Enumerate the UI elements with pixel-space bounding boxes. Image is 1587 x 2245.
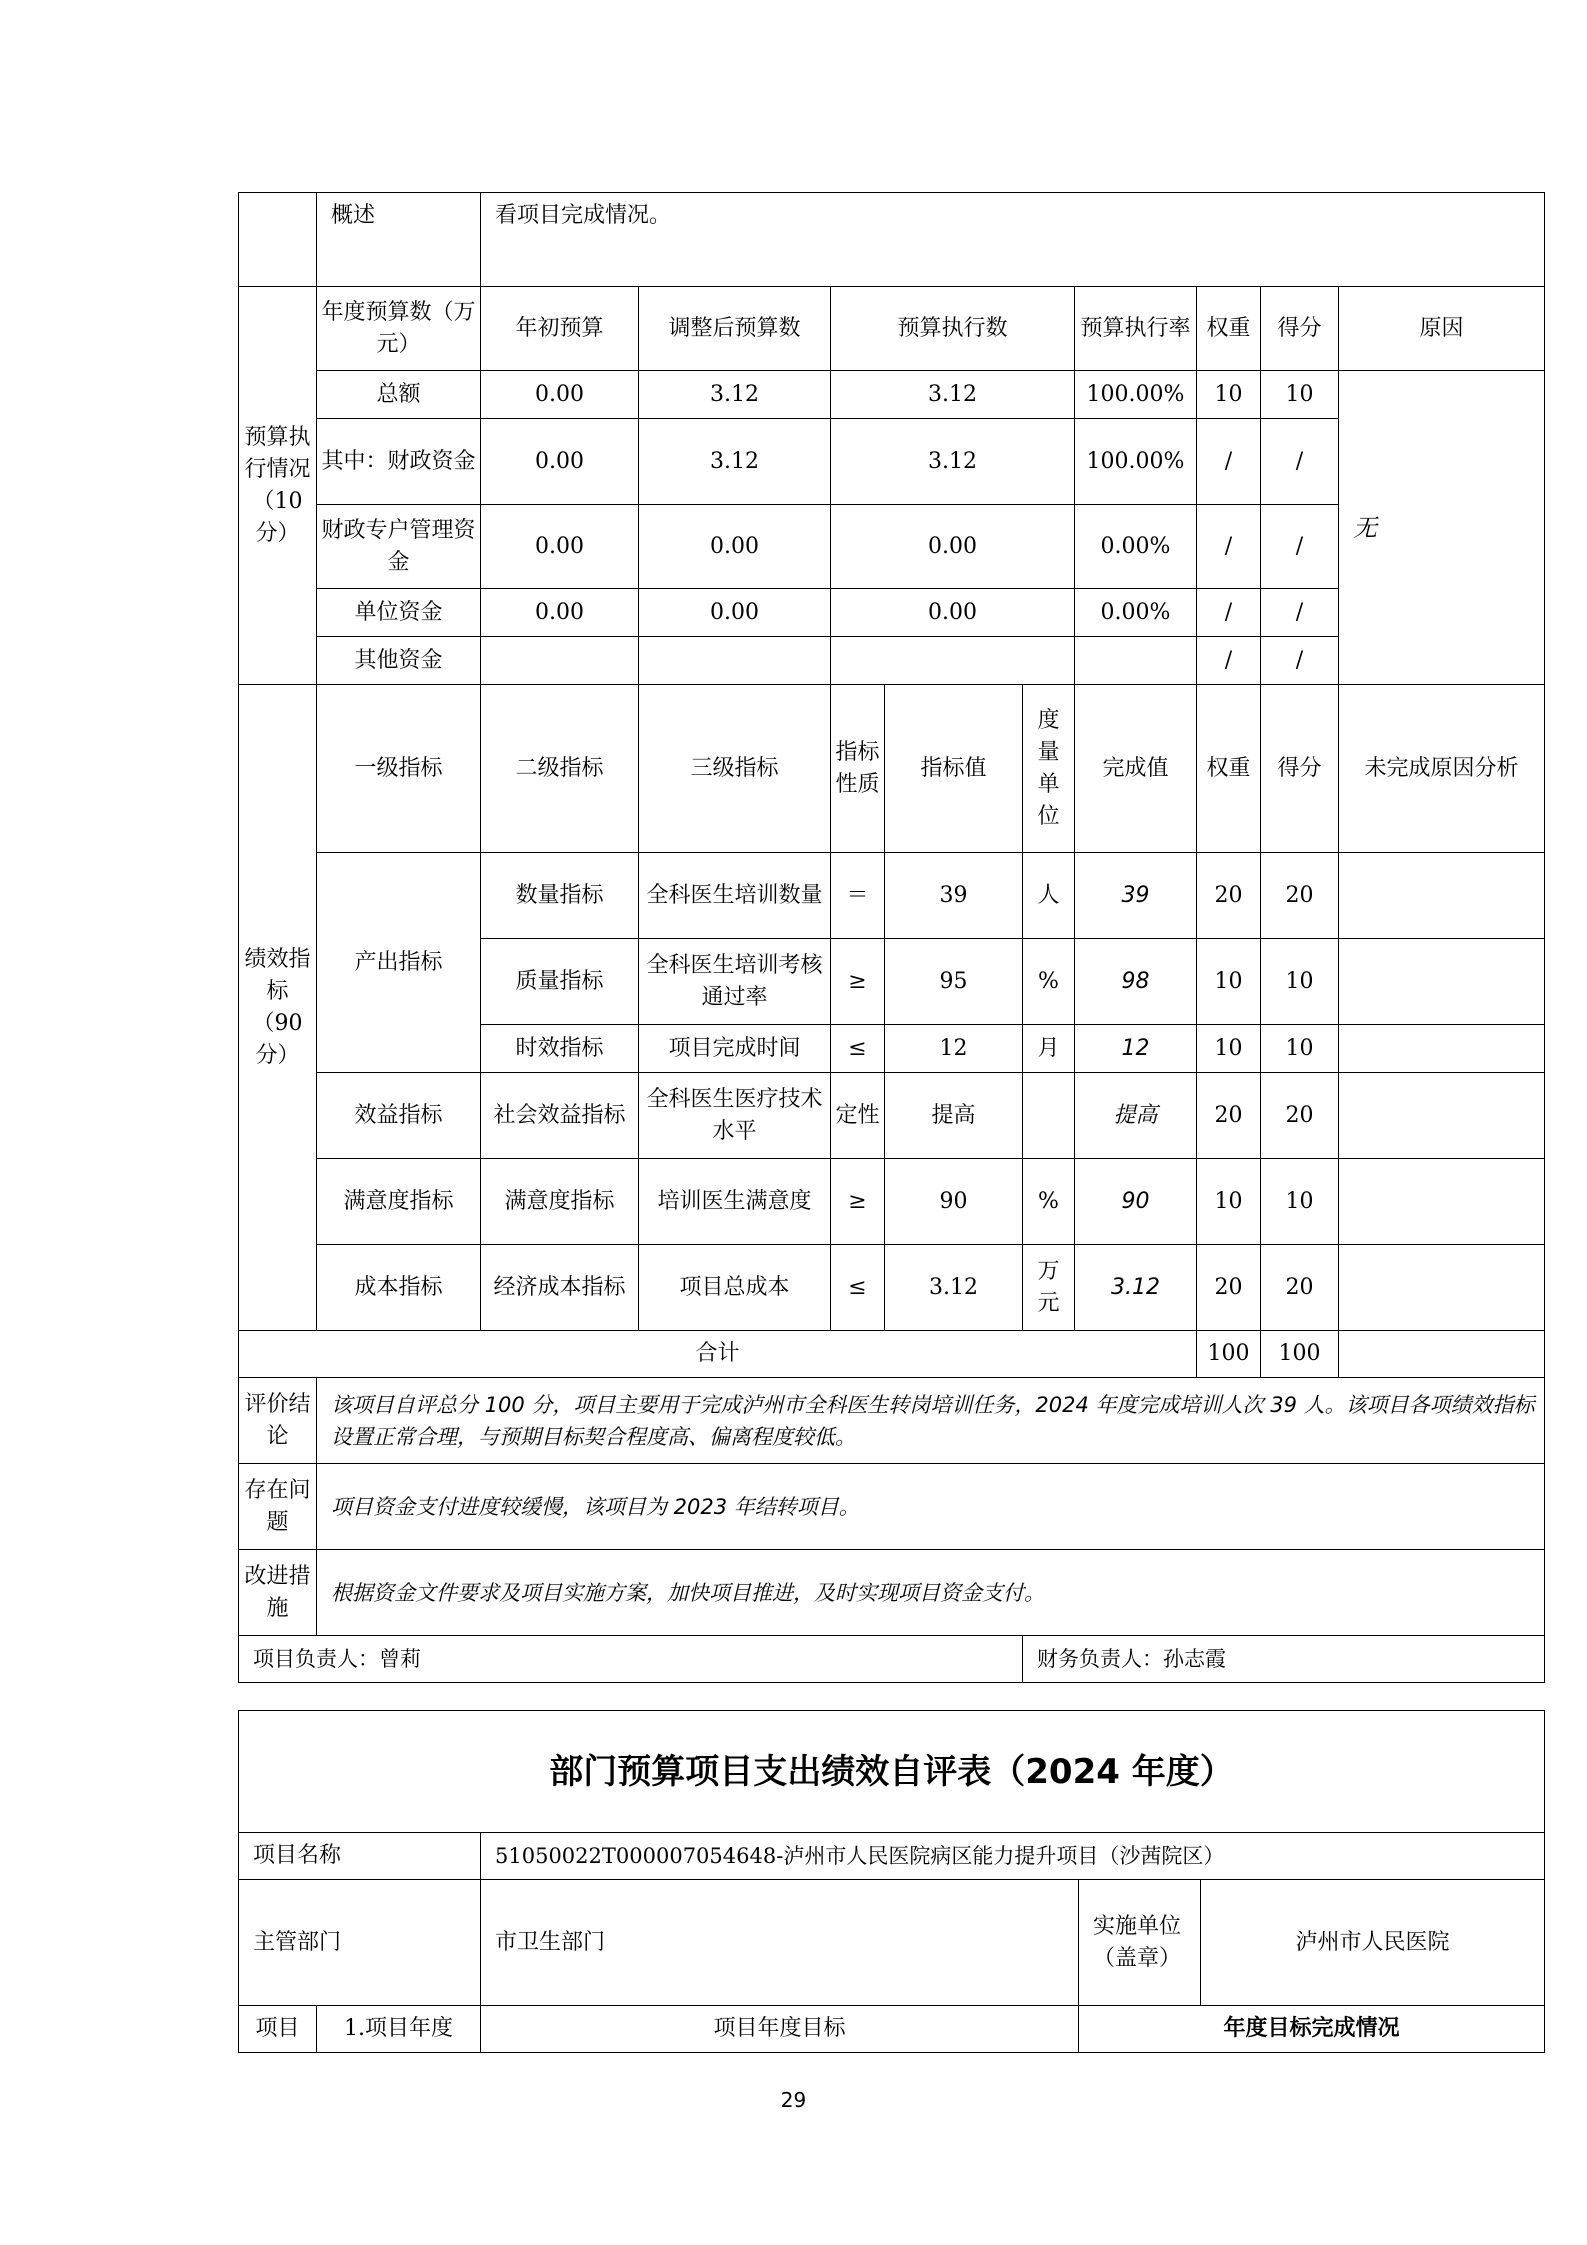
problems-text: 项目资金支付进度较缓慢，该项目为 2023 年结转项目。 <box>317 1464 1545 1550</box>
perf-row-nature: ＝ <box>831 853 885 939</box>
total-analysis <box>1339 1331 1545 1378</box>
perf-row-level3: 全科医生医疗技术水平 <box>639 1073 831 1159</box>
budget-row-adjusted: 3.12 <box>639 419 831 505</box>
perf-row-value: 39 <box>885 853 1023 939</box>
perf-row-unit: 万元 <box>1023 1245 1075 1331</box>
budget-row-weight: / <box>1197 419 1261 505</box>
form2-table <box>238 1710 1545 2053</box>
perf-row-weight: 10 <box>1197 939 1261 1025</box>
perf-row-level3: 培训医生满意度 <box>639 1159 831 1245</box>
budget-row-rate: 100.00% <box>1075 371 1197 419</box>
problems-label: 存在问题 <box>239 1464 317 1550</box>
perf-row-unit: % <box>1023 1159 1075 1245</box>
budget-row-weight: / <box>1197 505 1261 589</box>
perf-row-score: 20 <box>1261 1245 1339 1331</box>
perf-header-score: 得分 <box>1261 685 1339 853</box>
total-score: 100 <box>1261 1331 1339 1378</box>
perf-row-weight: 10 <box>1197 1159 1261 1245</box>
budget-row-rate <box>1075 637 1197 685</box>
budget-row-executed: 0.00 <box>831 505 1075 589</box>
budget-row-executed: 0.00 <box>831 589 1075 637</box>
perf-row-level2: 经济成本指标 <box>481 1245 639 1331</box>
perf-row-level2: 质量指标 <box>481 939 639 1025</box>
perf-header-analysis: 未完成原因分析 <box>1339 685 1545 853</box>
budget-row-adjusted <box>639 637 831 685</box>
budget-row-name: 总额 <box>317 371 481 419</box>
perf-row-level2: 时效指标 <box>481 1025 639 1073</box>
budget-row-initial <box>481 637 639 685</box>
budget-row-adjusted: 0.00 <box>639 505 831 589</box>
perf-row-nature: ≥ <box>831 939 885 1025</box>
perf-row-value: 3.12 <box>885 1245 1023 1331</box>
project-leader: 项目负责人：曾莉 <box>239 1636 1023 1683</box>
perf-row-analysis <box>1339 1245 1545 1331</box>
budget-header-rate: 预算执行率 <box>1075 287 1197 371</box>
measures-label: 改进措施 <box>239 1550 317 1636</box>
perf-header-level2: 二级指标 <box>481 685 639 853</box>
perf-row-value: 95 <box>885 939 1023 1025</box>
measures-text: 根据资金文件要求及项目实施方案，加快项目推进，及时实现项目资金支付。 <box>317 1550 1545 1636</box>
perf-row-level3: 项目完成时间 <box>639 1025 831 1073</box>
dept-value: 市卫生部门 <box>481 1880 1079 2006</box>
budget-row-score: / <box>1261 505 1339 589</box>
budget-row-adjusted: 3.12 <box>639 371 831 419</box>
perf-row-value: 90 <box>885 1159 1023 1245</box>
perf-header-unit: 度量单位 <box>1023 685 1075 853</box>
perf-group-benefit: 效益指标 <box>317 1073 481 1159</box>
perf-row-value: 12 <box>885 1025 1023 1073</box>
perf-row-level2: 社会效益指标 <box>481 1073 639 1159</box>
perf-row-level3: 全科医生培训考核通过率 <box>639 939 831 1025</box>
project-name: 51050022T000007054648-泸州市人民医院病区能力提升项目（沙茜院区） <box>481 1833 1545 1880</box>
perf-row-level3: 项目总成本 <box>639 1245 831 1331</box>
perf-row-unit: % <box>1023 939 1075 1025</box>
budget-header-reason: 原因 <box>1339 287 1545 371</box>
perf-row-completed: 提高 <box>1075 1073 1197 1159</box>
perf-header-level3: 三级指标 <box>639 685 831 853</box>
perf-row-weight: 10 <box>1197 1025 1261 1073</box>
budget-row-adjusted: 0.00 <box>639 589 831 637</box>
overview-text: 看项目完成情况。 <box>481 193 1545 287</box>
total-label: 合计 <box>239 1331 1197 1378</box>
perf-row-score: 10 <box>1261 1025 1339 1073</box>
perf-row-score: 10 <box>1261 1159 1339 1245</box>
budget-header-adjusted: 调整后预算数 <box>639 287 831 371</box>
perf-header-level1: 一级指标 <box>317 685 481 853</box>
budget-row-name: 单位资金 <box>317 589 481 637</box>
performance-section-label: 绩效指标（90分） <box>239 685 317 1331</box>
perf-header-weight: 权重 <box>1197 685 1261 853</box>
page-number: 29 <box>780 2088 807 2112</box>
overview-label: 概述 <box>317 193 481 287</box>
budget-row-score: / <box>1261 419 1339 505</box>
budget-row-initial: 0.00 <box>481 589 639 637</box>
overview-blank <box>239 193 317 287</box>
total-weight: 100 <box>1197 1331 1261 1378</box>
perf-row-analysis <box>1339 1159 1545 1245</box>
perf-header-completed: 完成值 <box>1075 685 1197 853</box>
perf-row-completed: 3.12 <box>1075 1245 1197 1331</box>
project-label: 项目 <box>239 2006 317 2053</box>
perf-row-weight: 20 <box>1197 1245 1261 1331</box>
form2-title: 部门预算项目支出绩效自评表（2024 年度） <box>239 1711 1545 1833</box>
perf-row-completed: 90 <box>1075 1159 1197 1245</box>
budget-row-initial: 0.00 <box>481 419 639 505</box>
perf-row-nature: 定性 <box>831 1073 885 1159</box>
budget-reason-value: 无 <box>1339 371 1545 685</box>
budget-header-annual: 年度预算数（万元） <box>317 287 481 371</box>
budget-row-weight: 10 <box>1197 371 1261 419</box>
impl-label: 实施单位（盖章） <box>1079 1880 1201 2006</box>
completion-label: 年度目标完成情况 <box>1079 2006 1545 2053</box>
budget-row-score: 10 <box>1261 371 1339 419</box>
perf-row-weight: 20 <box>1197 1073 1261 1159</box>
goal-label: 项目年度目标 <box>481 2006 1079 2053</box>
budget-header-executed: 预算执行数 <box>831 287 1075 371</box>
dept-label: 主管部门 <box>239 1880 481 2006</box>
perf-row-unit: 人 <box>1023 853 1075 939</box>
year-label: 1.项目年度 <box>317 2006 481 2053</box>
budget-row-score: / <box>1261 589 1339 637</box>
perf-group-output: 产出指标 <box>317 853 481 1073</box>
budget-row-weight: / <box>1197 637 1261 685</box>
budget-header-score: 得分 <box>1261 287 1339 371</box>
perf-row-completed: 39 <box>1075 853 1197 939</box>
perf-row-value: 提高 <box>885 1073 1023 1159</box>
perf-row-nature: ≥ <box>831 1159 885 1245</box>
budget-section-label: 预算执行情况（10分） <box>239 287 317 685</box>
perf-row-weight: 20 <box>1197 853 1261 939</box>
budget-row-name: 财政专户管理资金 <box>317 505 481 589</box>
budget-row-rate: 0.00% <box>1075 505 1197 589</box>
budget-row-rate: 100.00% <box>1075 419 1197 505</box>
perf-row-unit: 月 <box>1023 1025 1075 1073</box>
perf-row-completed: 98 <box>1075 939 1197 1025</box>
budget-row-initial: 0.00 <box>481 505 639 589</box>
perf-row-analysis <box>1339 1073 1545 1159</box>
budget-row-name: 其他资金 <box>317 637 481 685</box>
perf-row-completed: 12 <box>1075 1025 1197 1073</box>
project-name-label: 项目名称 <box>239 1833 481 1880</box>
perf-header-nature: 指标性质 <box>831 685 885 853</box>
budget-row-executed <box>831 637 1075 685</box>
perf-row-unit <box>1023 1073 1075 1159</box>
finance-leader: 财务负责人：孙志霞 <box>1023 1636 1545 1683</box>
budget-row-initial: 0.00 <box>481 371 639 419</box>
perf-row-score: 20 <box>1261 1073 1339 1159</box>
budget-header-weight: 权重 <box>1197 287 1261 371</box>
budget-row-executed: 3.12 <box>831 419 1075 505</box>
perf-row-analysis <box>1339 853 1545 939</box>
impl-value: 泸州市人民医院 <box>1201 1880 1545 2006</box>
perf-row-analysis <box>1339 939 1545 1025</box>
perf-row-score: 20 <box>1261 853 1339 939</box>
perf-row-nature: ≤ <box>831 1025 885 1073</box>
perf-row-level2: 数量指标 <box>481 853 639 939</box>
budget-row-name: 其中：财政资金 <box>317 419 481 505</box>
perf-row-analysis <box>1339 1025 1545 1073</box>
perf-row-score: 10 <box>1261 939 1339 1025</box>
perf-row-level3: 全科医生培训数量 <box>639 853 831 939</box>
performance-table <box>238 192 1545 1683</box>
perf-row-nature: ≤ <box>831 1245 885 1331</box>
budget-row-score: / <box>1261 637 1339 685</box>
perf-row-level2: 满意度指标 <box>481 1159 639 1245</box>
budget-row-rate: 0.00% <box>1075 589 1197 637</box>
conclusion-text: 该项目自评总分 100 分，项目主要用于完成泸州市全科医生转岗培训任务，2024 年度完成培训人次 39 人。该项目各项绩效指标设置正常合理，与预期目标契合程度高、偏离程度较低。 <box>317 1378 1545 1464</box>
budget-header-initial: 年初预算 <box>481 287 639 371</box>
perf-group-satisfaction: 满意度指标 <box>317 1159 481 1245</box>
perf-header-value: 指标值 <box>885 685 1023 853</box>
budget-row-weight: / <box>1197 589 1261 637</box>
perf-group-cost: 成本指标 <box>317 1245 481 1331</box>
conclusion-label: 评价结论 <box>239 1378 317 1464</box>
budget-row-executed: 3.12 <box>831 371 1075 419</box>
